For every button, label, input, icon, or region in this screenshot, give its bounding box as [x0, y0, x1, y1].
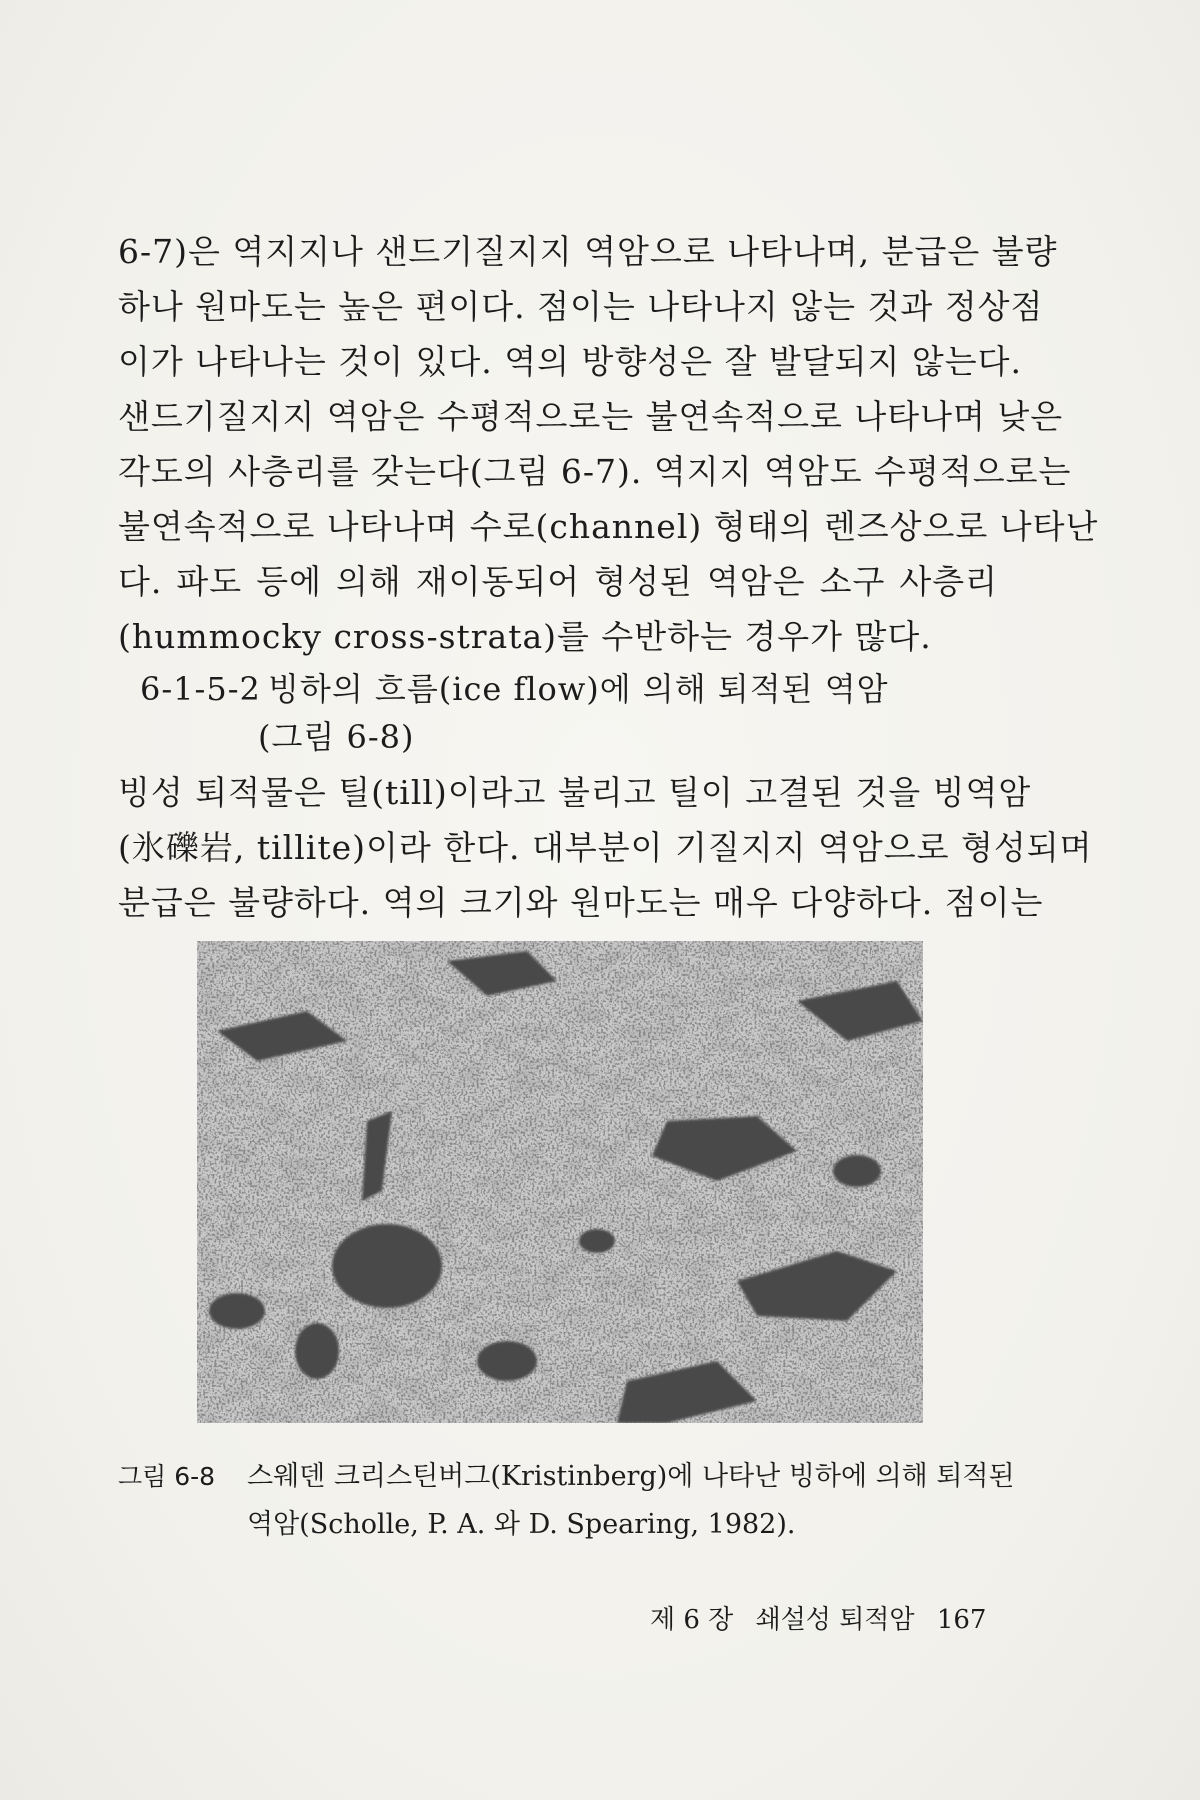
paragraph-line: (氷礫岩, tillite)이라 한다. 대부분이 기질지지 역암으로 형성되며 — [118, 828, 1093, 867]
paragraph-line: 각도의 사층리를 갖는다(그림 6-7). 역지지 역암도 수평적으로는 — [118, 452, 1072, 491]
figure-caption-label: 그림 6-8 — [118, 1462, 216, 1491]
body-paragraph-1 — [118, 224, 1099, 664]
body-paragraph-2 — [118, 765, 1093, 930]
clast — [579, 1229, 615, 1253]
paragraph-line: 하나 원마도는 높은 편이다. 점이는 나타나지 않는 것과 정상점 — [118, 287, 1044, 326]
section-figure-ref: (그림 6-8) — [258, 718, 415, 756]
clast — [209, 1293, 265, 1329]
footer-chapter: 제 6 장 — [650, 1605, 734, 1635]
clast — [332, 1224, 442, 1308]
clast — [295, 1323, 339, 1379]
figure-photo — [197, 941, 923, 1423]
paragraph-line: (hummocky cross-strata)를 수반하는 경우가 많다. — [118, 617, 932, 656]
clast — [477, 1341, 537, 1381]
section-title: 빙하의 흐름(ice flow)에 의해 퇴적된 역암 — [268, 670, 889, 708]
page-footer — [650, 1600, 1000, 1640]
figure-caption-line: 스웨덴 크리스틴버그(Kristinberg)에 나타난 빙하에 의해 퇴적된 — [247, 1461, 1015, 1492]
paragraph-line: 빙성 퇴적물은 틸(till)이라고 불리고 틸이 고결된 것을 빙역암 — [118, 773, 1032, 812]
figure-caption-line: 역암(Scholle, P. A. 와 D. Spearing, 1982). — [247, 1509, 796, 1540]
clast — [833, 1155, 881, 1187]
section-number: 6-1-5-2 — [140, 670, 261, 708]
paragraph-line: 샌드기질지지 역암은 수평적으로는 불연속적으로 나타나며 낮은 — [118, 397, 1064, 436]
paragraph-line: 이가 나타나는 것이 있다. 역의 방향성은 잘 발달되지 않는다. — [118, 342, 1022, 381]
paragraph-line: 6-7)은 역지지나 샌드기질지지 역암으로 나타나며, 분급은 불량 — [118, 232, 1058, 271]
footer-chapter-title: 쇄설성 퇴적암 — [755, 1605, 915, 1635]
paragraph-line: 다. 파도 등에 의해 재이동되어 형성된 역암은 소구 사층리 — [118, 562, 998, 601]
paragraph-line: 불연속적으로 나타나며 수로(channel) 형태의 렌즈상으로 나타난 — [118, 507, 1099, 546]
tillite-outcrop-photo-icon — [197, 941, 923, 1423]
paragraph-line: 분급은 불량하다. 역의 크기와 원마도는 매우 다양하다. 점이는 — [118, 883, 1044, 922]
page-number: 167 — [936, 1605, 987, 1635]
